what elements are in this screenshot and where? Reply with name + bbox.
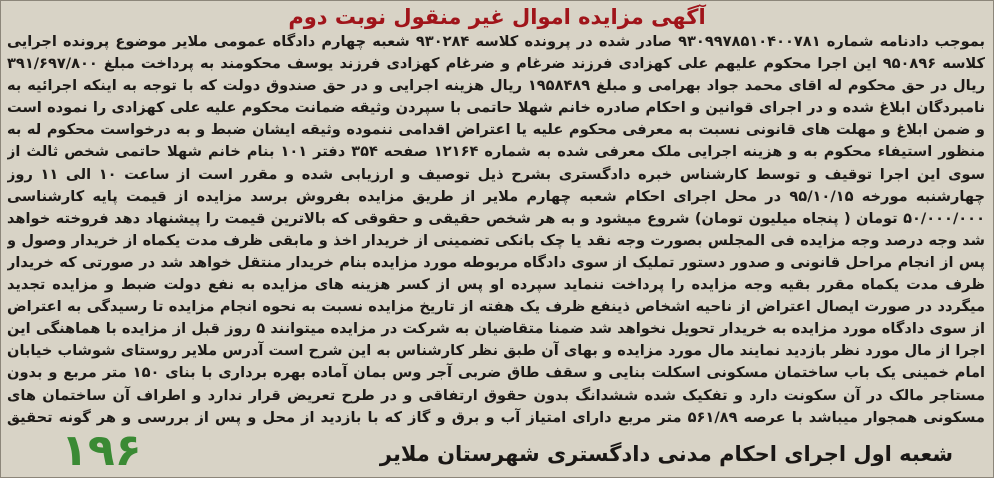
notice-title: آگهی مزایده اموال غیر منقول نوبت دوم (288, 5, 706, 29)
issuing-office: شعبه اول اجرای احکام مدنی دادگستری شهرستان ملایر (379, 442, 953, 466)
handwritten-number: ۱۹۶ (61, 425, 142, 476)
notice-body: بموجب دادنامه شماره ۹۳۰۹۹۷۸۵۱۰۴۰۰۷۸۱ صادر شده در پرونده کلاسه ۹۳۰۲۸۴ شعبه چهارم دادگاه عمومی ملایر موضوع پرونده اجرایی کلاسه ۹۵۰۸۹۶ این اجرا محکوم علیهم علی کهزادی فرزند ضرغام و ضرغام کهزادی فرزند یوسف محکومند به پرداخت مبلغ ۳۹۱/۶۹۷/۸۰۰ ریال در حق محکوم له اقای محمد جواد بهرامی و مبلغ ۱۹۵۸۴۸۹ ریال هزینه اجرایی و در حق صندوق دولت که با توجه به اینکه اجرائیه به نامبردگان ابلاغ شده و در اجرای قوانین و احکام صادره خانم شهلا حاتمی با سپردن وثیقه ضمانت محکوم علیه علی کهزادی را نموده است و ضمن ابلاغ و مهلت های قانونی نسبت به معرفی محکوم علیه یا اعتراض اقدامی ننموده وثیقه ایشان ضبط و به درخواست محکوم له به منظور استیفاء محکوم به و هزینه اجرایی ملک معرفی شده به شماره ۱۲۱۶۴ صفحه ۳۵۴ دفتر ۱۰۱ بنام خانم شهلا حاتمی شخص ثالث از سوی این اجرا توقیف و توسط کارشناس خبره دادگستری بشرح ذیل توصیف و ارزیابی شده و مقرر است از ساعت ۱۰ الی ۱۱ روز چهارشنبه مورخه ۹۵/۱۰/۱۵ در محل اجرای احکام شعبه چهارم ملایر از طریق مزایده بفروش برسد مزایده از قیمت پایه کارشناسی ۵۰/۰۰۰/۰۰۰ تومان ( پنجاه میلیون تومان) شروع میشود و به هر شخص حقیقی و حقوقی که بالاترین قیمت را پیشنهاد دهد فروخته خواهد شد وجه درصد وجه مزایده فی المجلس بصورت وجه نقد یا چک بانکی تضمینی از خریدار اخذ و مابقی ظرف مدت یکماه از خریدار وصول و پس از انجام مراحل قانونی و صدور دستور تملیک از سوی دادگاه مربوطه مورد مزایده بنام خریدار منتقل خواهد شد در صورتی که خریدار ظرف مدت یکماه مقرر بقیه وجه مزایده را پرداخت ننماید سپرده او پس از کسر هزینه های مزایده به نفع دولت ضبط و مزایده تجدید میگردد در صورت ایصال اعتراض از ناحیه اشخاص ذینفع ظرف یک هفته از تاریخ مزایده نسبت به نحوه انجام مزایده تا رسیدگی به اعتراض از سوی دادگاه مورد مزایده به خریدار تحویل نخواهد شد ضمنا متقاضیان به شرکت در مزایده میتوانند ۵ روز قبل از مزایده با هماهنگی این اجرا از مال مورد نظر بازدید نمایند مال مورد مزایده و بهای آن طبق نظر کارشناس به این شرح است آدرس ملایر روستای شوشاب خیابان امام خمینی یک باب ساختمان مسکونی اسکلت بنایی و سقف طاق ضربی آجر وس بمان آماده بهره برداری با بنای ۱۵۰ متر مربع و بدون مستاجر مالک در آن سکونت دارد و تفکیک شده ششدانگ بدون حقوق ارتفاقی و در طرح تعریض قرار ندارد و اطراف آن ساختمان های مسکونی همجوار میباشد با عرصه ۵۶۱/۸۹ متر مربع دارای امتیاز آب و برق و گاز که با بازدید از محل و پس از بررسی و هر گونه تحقیق (7, 33, 985, 426)
